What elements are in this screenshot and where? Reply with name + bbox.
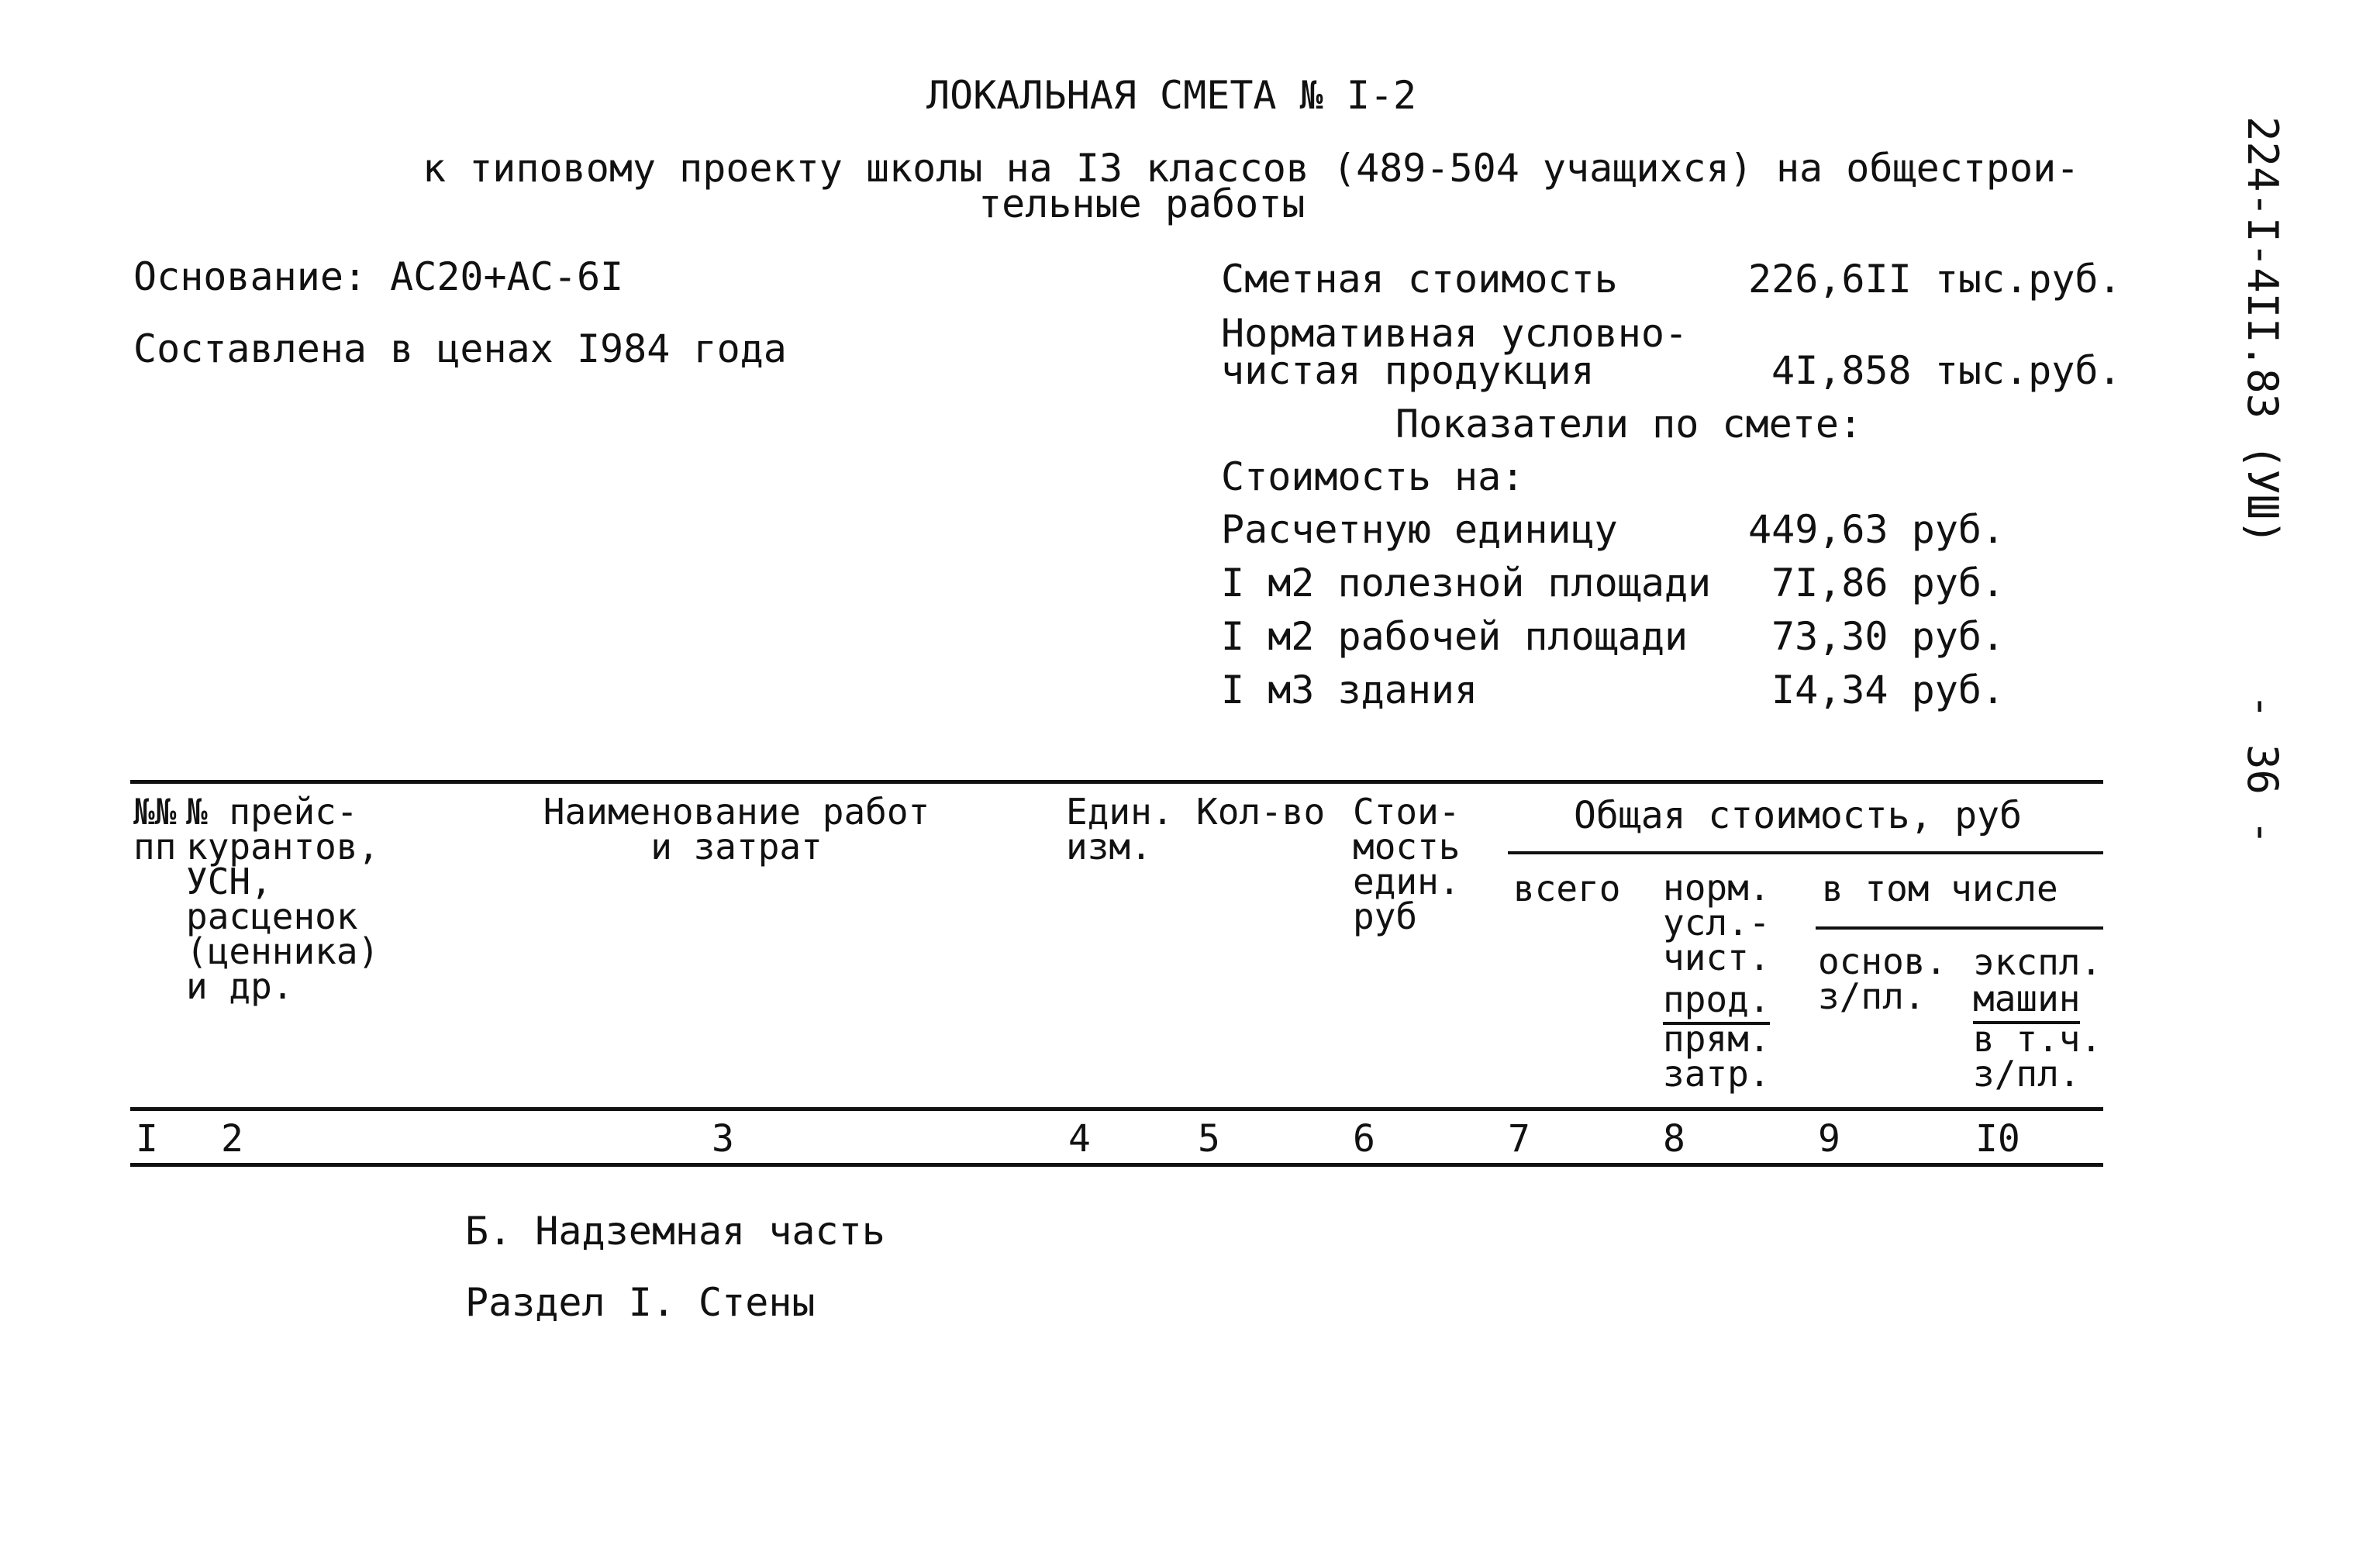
col-unit-header: Един. изм.: [1066, 791, 1174, 868]
total-cost-header: Общая стоимость, руб: [1574, 794, 2022, 837]
indicator-value: 449,63 руб.: [1748, 507, 2006, 552]
col-num-1: I: [136, 1117, 158, 1161]
col-norm-prod: прод.: [1663, 978, 1770, 1025]
col-unit-cost-header: Стои- мость един. руб: [1353, 791, 1461, 938]
col-basic-salary-header: основ. з/пл.: [1818, 940, 1947, 1018]
indicator-label: I м3 здания: [1221, 668, 1478, 712]
indicator-value: I4,34 руб.: [1771, 668, 2006, 712]
col-num-9: 9: [1818, 1117, 1840, 1161]
total-cost-rule: [1508, 851, 2103, 854]
including-rule: [1816, 926, 2103, 930]
col-work-name-header: Наименование работ и затрат: [543, 791, 930, 868]
document-code: 224-I-4II.83 (УШ): [2238, 116, 2287, 545]
table-header-bottom-rule: [130, 1107, 2103, 1111]
indicator-value: 73,30 руб.: [1771, 614, 2006, 659]
estimated-cost-label: Сметная стоимость: [1221, 257, 1618, 302]
prices-year-text: Составлена в ценах I984 года: [133, 326, 787, 371]
col-num-7: 7: [1508, 1117, 1530, 1161]
subtitle-line-2: тельные работы: [978, 181, 1306, 226]
normative-value: 4I,858 тыс.руб.: [1771, 348, 2122, 393]
col-number-header: №№ пп: [133, 791, 177, 868]
col-total-header: всего: [1513, 868, 1621, 909]
indicator-label: I м2 рабочей площади: [1221, 614, 1688, 659]
col-machine-bottom: в т.ч. з/пл.: [1973, 1018, 2102, 1095]
section-razdel-1: Раздел I. Стены: [465, 1280, 816, 1325]
indicator-label: Расчетную единицу: [1221, 507, 1618, 552]
subtitle-line-1: к типовому проекту школы на I3 классов (489-504 учащихся) на общестрои-: [423, 146, 2080, 191]
col-num-6: 6: [1353, 1117, 1375, 1161]
indicator-value: 7I,86 руб.: [1771, 561, 2006, 605]
col-norm-underlined: [1663, 978, 1771, 1020]
col-machine-top: экспл.: [1973, 941, 2102, 983]
col-machine-mashin: машин: [1973, 978, 2080, 1024]
table-top-rule: [130, 780, 2103, 784]
normative-label-1: Нормативная условно-: [1221, 311, 1688, 356]
estimated-cost-value: 226,6II тыс.руб.: [1748, 257, 2122, 302]
col-norm-bottom: прям. затр.: [1663, 1018, 1771, 1095]
col-num-8: 8: [1663, 1117, 1685, 1161]
col-num-3: 3: [712, 1117, 734, 1161]
col-num-10: I0: [1975, 1117, 2020, 1161]
normative-label-2: чистая продукция: [1221, 348, 1595, 393]
cost-on-label: Стоимость на:: [1221, 454, 1525, 499]
col-quantity-header: Кол-во: [1196, 791, 1326, 833]
col-machine-underlined: [1973, 978, 2081, 1020]
col-num-5: 5: [1198, 1117, 1220, 1161]
including-header: в том числе: [1822, 868, 2058, 909]
col-pricelist-header: № прейс- курантов, УСН, расценок (ценника) и др.: [186, 791, 380, 1008]
page-number: - 36 -: [2238, 694, 2287, 846]
number-row-bottom-rule: [130, 1163, 2103, 1167]
basis-text: Основание: АС20+АС-6I: [133, 254, 624, 299]
indicators-title: Показатели по смете:: [1395, 402, 1863, 447]
page-title: ЛОКАЛЬНАЯ СМЕТА № I-2: [926, 73, 1417, 118]
section-part-b: Б. Надземная часть: [465, 1209, 885, 1254]
col-num-4: 4: [1068, 1117, 1091, 1161]
col-num-2: 2: [221, 1117, 243, 1161]
indicator-label: I м2 полезной площади: [1221, 561, 1712, 605]
col-norm-top: норм. усл.- чист.: [1663, 867, 1771, 979]
